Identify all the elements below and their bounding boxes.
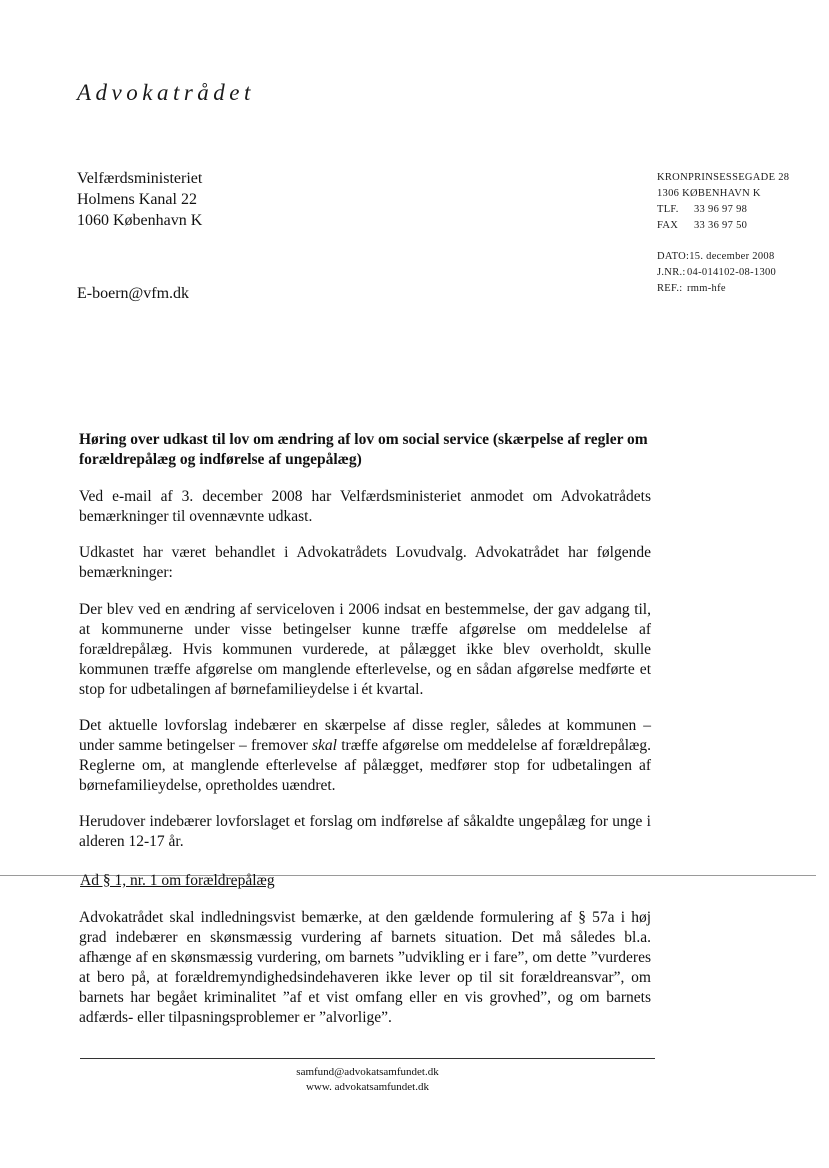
paragraph-5: Herudover indebærer lovforslaget et forslag om indførelse af såkaldte ungepålæg for unge i alderen 12-17 år. — [79, 813, 651, 850]
recipient-address — [77, 168, 202, 231]
reference — [657, 281, 776, 297]
sender-address — [657, 170, 789, 234]
recipient-email: E-boern@vfm.dk — [77, 285, 190, 302]
paragraph-1: Ved e-mail af 3. december 2008 har Velfærdsministeriet anmodet om Advokatrådets bemærkninger til ovennævnte udkast. — [79, 488, 651, 525]
ref-label: REF.: — [657, 283, 683, 294]
letter-heading: Høring over udkast til lov om ændring af lov om social service (skærpelse af regler om forældrepålæg og indførelse af ungepålæg) — [79, 431, 648, 468]
footer-website: www. advokatsamfundet.dk — [305, 1081, 429, 1093]
phone-label: TLF. — [657, 204, 679, 215]
letterhead-logo: Advokatrådet — [77, 80, 255, 105]
jnr-label: J.NR.: — [657, 267, 686, 278]
journal-number — [657, 265, 776, 281]
fax-value: 33 36 97 50 — [694, 220, 748, 231]
recipient-name: Velfærdsministeriet — [77, 170, 203, 187]
sender-street: KRONPRINSESSEGADE 28 — [657, 172, 790, 183]
footer-divider — [80, 1058, 655, 1059]
sender-fax — [657, 218, 789, 234]
recipient-city: 1060 København K — [77, 212, 203, 229]
paragraph-4 — [79, 716, 651, 796]
paragraph-2: Udkastet har været behandlet i Advokatrådets Lovudvalg. Advokatrådet har følgende bemærkninger: — [79, 544, 651, 581]
paragraph-3: Der blev ved en ændring af serviceloven i 2006 indsat en bestemmelse, der gav adgang til, at kommunerne under visse betingelser kunne træffe afgørelse om meddelelse af forældrepålæg. Hvis kommunen vurderede, at pålægget ikke blev overholdt, skulle kommunen træffe afgørelse om manglende efterlevelse, og en sådan afgørelse medførte et stop for udbetalingen af børnefamilieydelse i ét kvartal. — [79, 601, 651, 698]
paragraph-4-emphasis: skal — [312, 737, 337, 754]
paragraph-4-part-1: Det aktuelle lovforslag indebærer en skærpelse af disse regler, således at kommunen – under samme betingelser – fremover — [79, 717, 651, 754]
sender-city: 1306 KØBENHAVN K — [657, 188, 761, 199]
jnr-value: 04-014102-08-1300 — [687, 267, 777, 278]
letter-meta — [657, 249, 776, 297]
ref-value: rmm-hfe — [687, 283, 726, 294]
paragraph-4-part-2: træffe afgørelse om meddelelse af forældrepålæg. Reglerne om, at manglende efterlevelse af pålægget, medfører stop for udbetalingen af børnefamilieydelse, opretholdes uændret. — [79, 737, 651, 794]
section-title: Ad § 1, nr. 1 om forældrepålæg — [80, 872, 275, 889]
sender-phone — [657, 202, 789, 218]
recipient-street: Holmens Kanal 22 — [77, 191, 197, 208]
letter-date: DATO:15. december 2008 — [657, 251, 775, 262]
paragraph-6: Advokatrådet skal indledningsvist bemærke, at den gældende formulering af § 57a i høj grad indebærer en skønsmæssig vurdering af barnets situation. Det må således bl.a. afhænge af en skønsmæssig vurdering, om barnets ”udvikling er i fare”, om dette ”vurderes at bero på, at forældremyndighedsindehaveren ikke lever op til sit forældreansvar”, om barnets har begået kriminalitet ”af et vist omfang eller en vis grovhed”, og om barnets adfærds- eller tilpasningsproblemer er ”alvorlige”. — [79, 909, 651, 1026]
footer-email: samfund@advokatsamfundet.dk — [296, 1066, 439, 1078]
fax-label: FAX — [657, 220, 679, 231]
phone-value: 33 96 97 98 — [694, 204, 748, 215]
